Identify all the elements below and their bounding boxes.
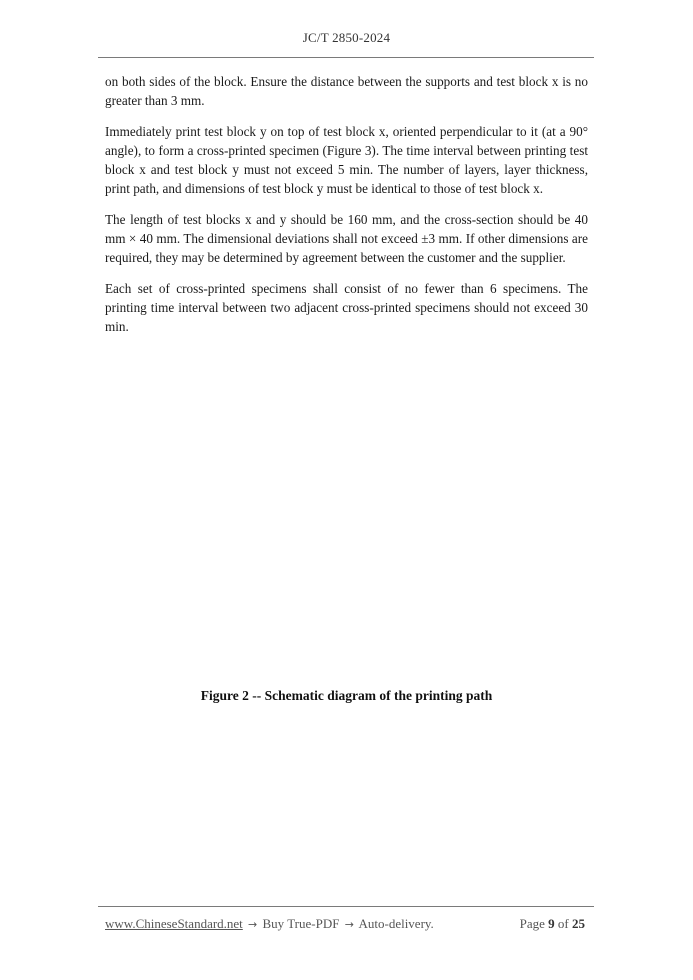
body-text [105,72,588,348]
footer-divider [98,906,594,907]
buy-true-pdf-text: Buy True-PDF [262,916,340,931]
page-indicator [520,916,585,932]
page-total: 25 [572,916,585,931]
paragraph-cross-printing: Immediately print test block y on top of test block x, oriented perpendicular to it (at a 90° angle), to form a cross-printed specimen (Figure 3). The time interval between printing test block x and test block y must not exceed 5 min. The number of layers, layer thickness, print path, and dimensions of test block y must be identical to those of test block x. [105,124,588,196]
page-label: Page [519,916,545,931]
paragraph-block-supports: on both sides of the block. Ensure the distance between the supports and test block x is no greater than 3 mm. [105,74,588,108]
figure-caption: Figure 2 -- Schematic diagram of the printing path [200,688,493,703]
header-divider [98,57,594,58]
arrow-right-icon: → [344,918,354,931]
arrow-right-icon: → [248,918,258,931]
paragraph-specimen-count: Each set of cross-printed specimens shall consist of no fewer than 6 specimens. The printing time interval between two adjacent cross-printed specimens should not exceed 30 min. [105,281,588,334]
site-link[interactable]: www.ChineseStandard.net [105,916,243,931]
document-id-header: JC/T 2850-2024 [302,30,391,45]
paragraph-dimensions: The length of test blocks x and y should be 160 mm, and the cross-section should be 40 mm × 40 mm. The dimensional deviations shall not exceed ±3 mm. If other dimensions are required, they may be determined by agreement between the customer and the supplier. [105,212,588,265]
page-of-label: of [557,916,569,931]
page-footer [105,916,585,932]
auto-delivery-text: Auto-delivery. [358,916,434,931]
footer-promo [105,916,434,932]
page-current: 9 [548,916,555,931]
